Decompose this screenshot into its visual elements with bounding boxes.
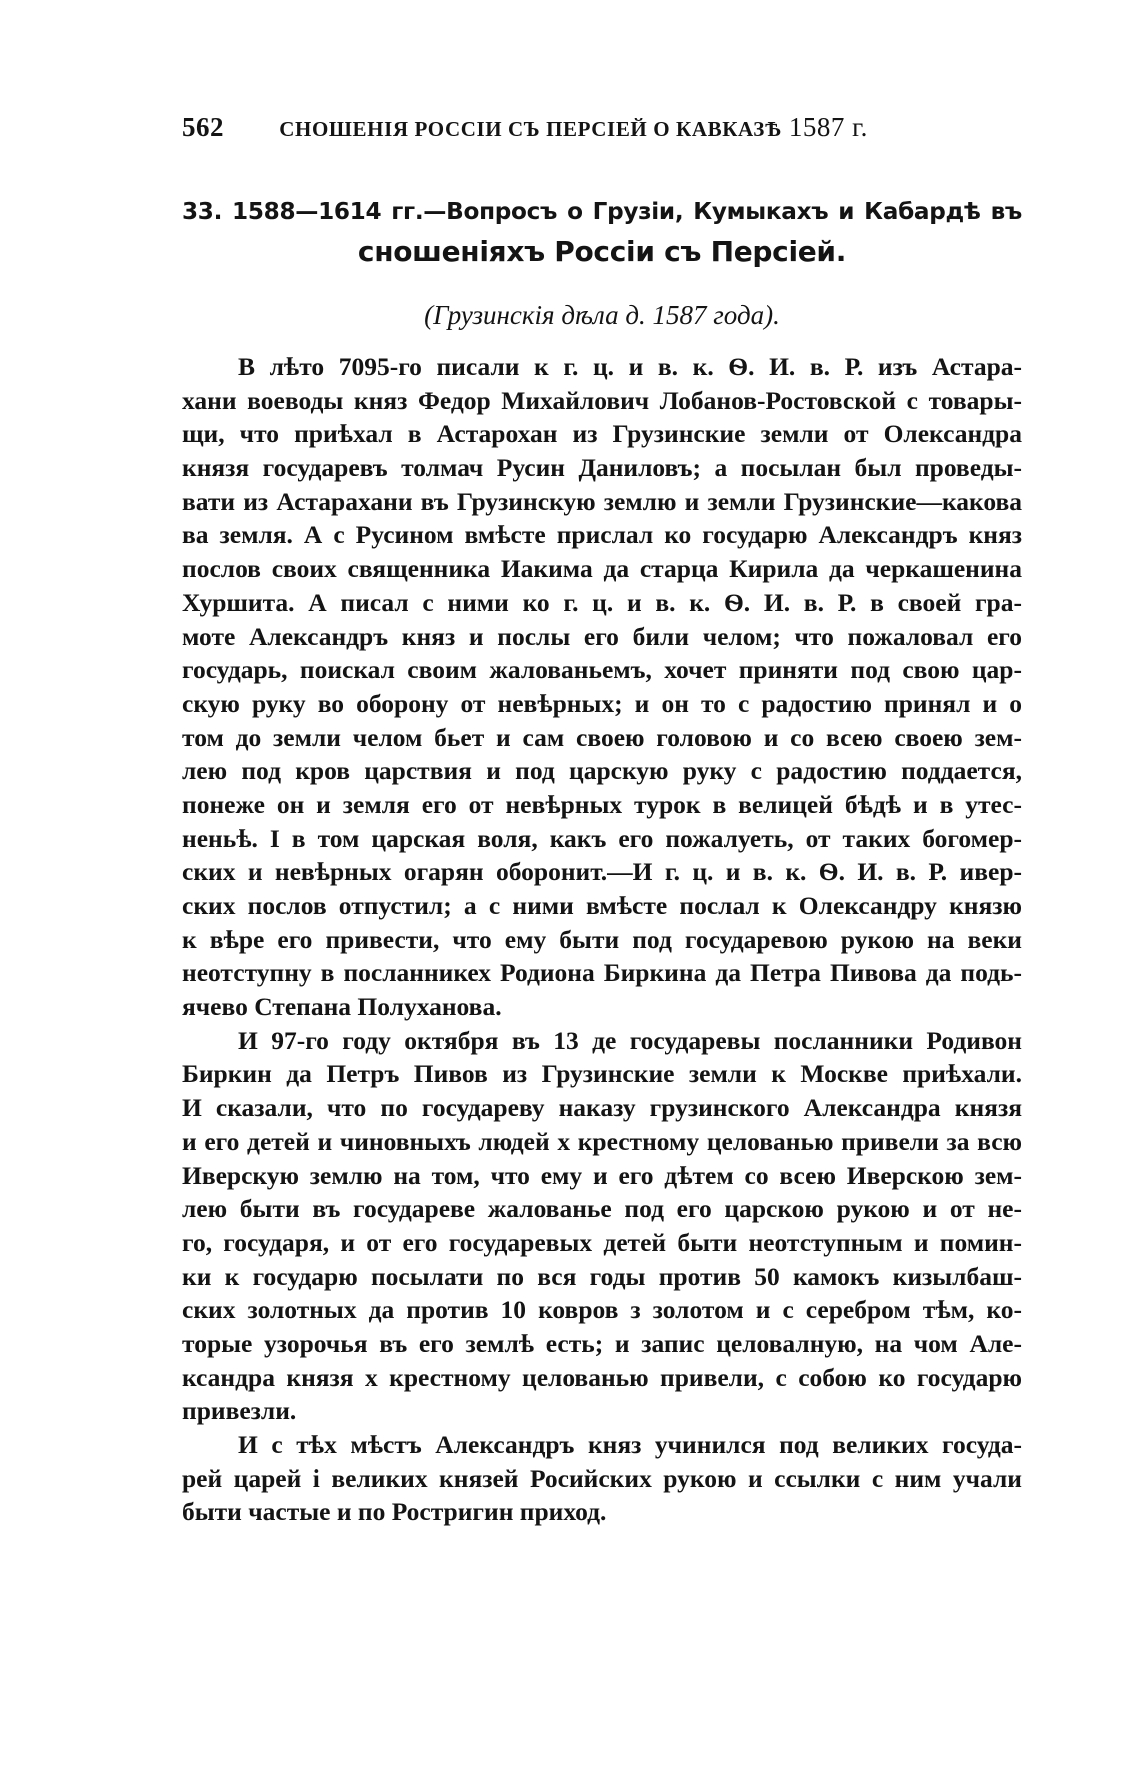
heading-line: сношеніяхъ Россіи съ Персіей. <box>357 235 847 268</box>
text-line: моте Александръ княз и послы его били челом; что пожаловал его <box>182 621 1022 651</box>
text-line: ских и невѣрных огарян оборонит.—И г. ц. и в. к. Ѳ. И. в. Р. ивер- <box>182 857 1022 887</box>
text-line: государь, поискал своим жалованьемъ, хочет приняти под свою цар- <box>182 655 1022 685</box>
text-line: Биркин да Петръ Пивов из Грузинские земли к Москве приѣхали. <box>182 1059 1022 1089</box>
text-line: рей царей і великих князей Росийских рукою и ссылки с ним учали <box>182 1463 1022 1493</box>
document-body <box>182 350 1022 1529</box>
text-line: скую руку во оборону от невѣрных; и он то с радостию принял и о <box>182 688 1022 718</box>
running-head-title: СНОШЕНІЯ РОССІИ СЪ ПЕРСІЕЙ О КАВКАЗѢ <box>279 117 782 141</box>
source-note: (Грузинскія дѣла д. 1587 года). <box>424 300 780 330</box>
text-line: привезли. <box>182 1396 297 1426</box>
text-line: И с тѣх мѣстъ Александръ княз учинился под великих госуда- <box>238 1430 1022 1459</box>
text-line: неотступну в посланникех Родиона Биркина да Петра Пивова да подь- <box>182 958 1022 988</box>
text-line: ских послов отпустил; а с ними вмѣсте послал к Олександру князю <box>182 891 1022 920</box>
heading-line: 33. 1588—1614 гг.—Вопросъ о Грузіи, Кумыкахъ и Кабардѣ въ <box>182 199 1022 225</box>
text-line: хани воеводы княз Федор Михайлович Лобанов-Ростовской с товары- <box>182 385 1022 415</box>
text-line: лею под кров царствия и под царскую руку с радостию поддается, <box>182 756 1022 786</box>
text-line: ячево Степана Полуханова. <box>182 992 502 1022</box>
text-line: князя государевъ толмач Русин Даниловъ; а посылан был проведы- <box>182 453 1022 483</box>
text-line: ва земля. А с Русином вмѣсте прислал ко государю Александръ княз <box>182 520 1022 550</box>
text-line: неньѣ. І в том царская воля, какъ его пожалуеть, от таких богомер- <box>182 823 1022 853</box>
text-line: щи, что приѣхал в Астарохан из Грузинские земли от Олександра <box>182 419 1022 449</box>
text-line: В лѣто 7095-го писали к г. ц. и в. к. Ѳ. И. в. Р. изъ Астара- <box>238 352 1022 381</box>
running-head-year: 1587 г. <box>788 112 868 142</box>
text-line: торые узорочья въ его землѣ есть; и запис целовалную, на чом Але- <box>182 1328 1022 1358</box>
text-line: го, государя, и от его государевых детей быти неотступным и помин- <box>182 1227 1022 1257</box>
text-line: послов своих священника Иакима да старца Кирила да черкашенина <box>182 554 1022 584</box>
running-head <box>182 112 1022 143</box>
text-line: ксандра князя х крестному целованью привели, с собою ко государю <box>182 1362 1022 1392</box>
text-line: Хуршита. А писал с ними ко г. ц. и в. к. Ѳ. И. в. Р. в своей гра- <box>182 587 1022 617</box>
text-line: понеже он и земля его от невѣрных турок в велицей бѣдѣ и в утес- <box>182 789 1022 819</box>
page-number: 562 <box>182 112 224 142</box>
text-line: и его детей и чиновныхъ людей х крестному целованью привели за всю <box>182 1126 1022 1156</box>
text-line: ских золотных да против 10 ковров з золотом и с серебром тѣм, ко- <box>182 1295 1022 1325</box>
text-line: к вѣре его привести, что ему быти под государевою рукою на веки <box>182 924 1022 954</box>
text-line: вати из Астарахани въ Грузинскую землю и земли Грузинские—какова <box>182 486 1022 516</box>
text-line: лею быти въ государеве жалованье под его царскою рукою и от не- <box>182 1194 1022 1224</box>
text-line: ки к государю посылати по вся годы против 50 камокъ кизылбаш- <box>182 1261 1022 1291</box>
document-heading <box>182 193 1022 271</box>
text-line: том до земли челом бьет и сам своею головою и со всею своею зем- <box>182 722 1022 752</box>
text-line: И 97-го году октября въ 13 де государевы посланники Родивон <box>238 1025 1022 1055</box>
text-line: И сказали, что по государеву наказу грузинского Александра князя <box>182 1093 1022 1123</box>
text-line: Иверскую землю на том, что ему и его дѣтем со всею Иверскою зем- <box>182 1160 1022 1190</box>
text-line: быти частые и по Ростригин приход. <box>182 1497 607 1527</box>
